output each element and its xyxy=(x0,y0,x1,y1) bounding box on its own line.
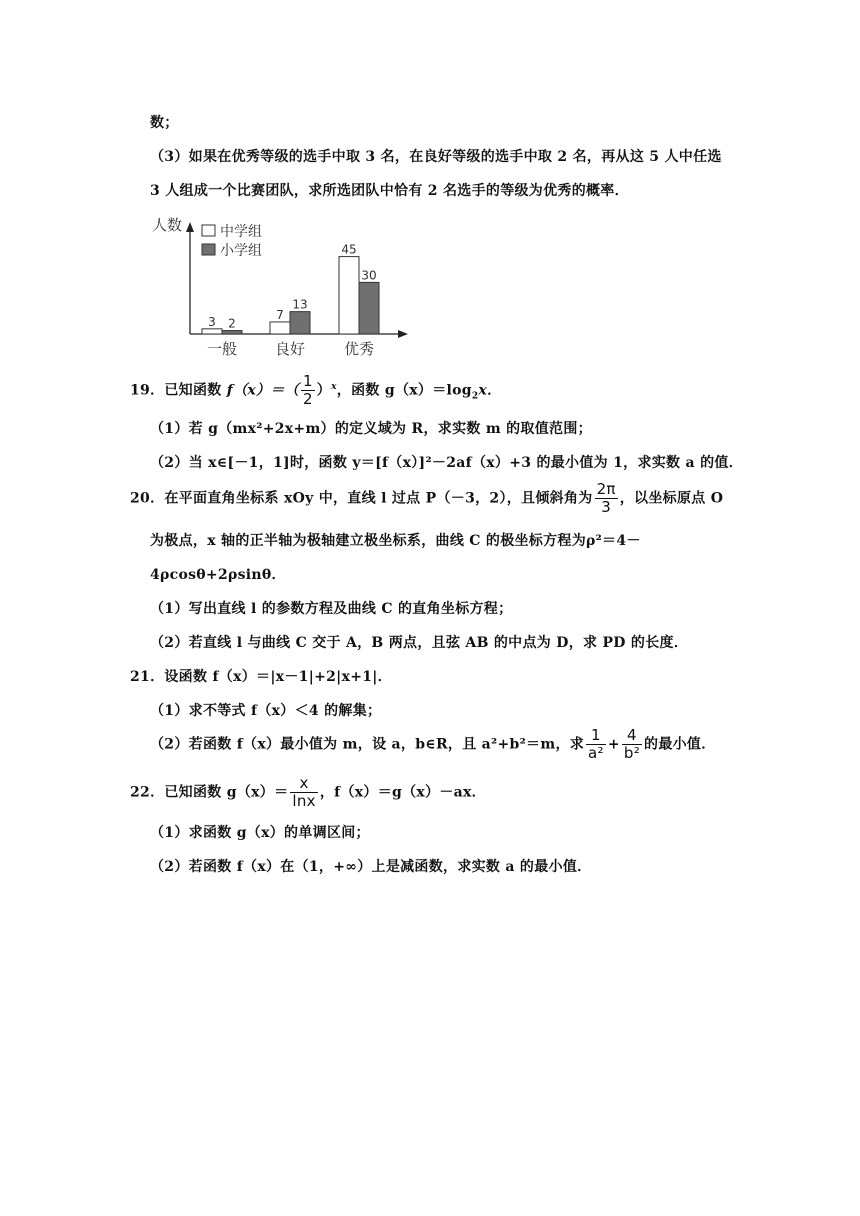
q18-tail-text: 数； xyxy=(150,115,179,131)
q19-part1: （1）若 g（mx²+2x+m）的定义域为 R，求实数 m 的取值范围； xyxy=(150,421,592,437)
bar-2-3 xyxy=(359,282,379,334)
data-label-1-3: 45 xyxy=(341,242,357,257)
q20-frac-den: 3 xyxy=(601,498,612,516)
q21-frac1-num: 1 xyxy=(591,726,601,744)
q21-frac2-num: 4 xyxy=(627,726,637,744)
q21-head: 21．设函数 f（x）＝|x－1|+2|x+1|． xyxy=(130,669,392,685)
q22-part2: （2）若函数 f（x）在（1，+∞）上是减函数，求实数 a 的最小值． xyxy=(150,859,592,875)
legend-swatch-1 xyxy=(202,225,215,236)
q21-fraction-1 xyxy=(586,728,606,761)
q21-part2-b: 的最小值． xyxy=(644,736,716,753)
q20-line1-a: 20．在平面直角坐标系 xOy 中，直线 l 过点 P（－3，2），且倾斜角为 xyxy=(130,490,593,507)
q22-frac-num: x xyxy=(299,774,309,792)
q19-part2: （2）当 x∈[－1，1]时，函数 y＝[f（x）]²－2af（x）+3 的最小值为 1，求实数 a 的值． xyxy=(150,455,743,471)
legend-label-2: 小学组 xyxy=(220,243,262,259)
y-axis-arrow xyxy=(186,222,194,232)
q20-part2: （2）若直线 l 与曲线 C 交于 A，B 两点，且弦 AB 的中点为 D，求 PD 的长度． xyxy=(150,635,689,651)
q22-fraction xyxy=(290,776,317,809)
q21-fraction-2 xyxy=(622,728,642,761)
data-label-1-2: 7 xyxy=(276,307,284,322)
q22-frac-den: lnx xyxy=(292,792,316,810)
bar-chart xyxy=(150,208,420,364)
bar-2-1 xyxy=(222,331,242,334)
q21-frac2-den: b² xyxy=(623,744,641,762)
q19-frac-num: 1 xyxy=(302,372,313,390)
y-axis-label: 人数 xyxy=(152,216,183,234)
q21-part2-a: （2）若函数 f（x）最小值为 m，设 a，b∈R，且 a²+b²＝m，求 xyxy=(150,736,585,753)
q22-head-b: ，f（x）＝g（x）－ax． xyxy=(319,784,486,801)
q19-fraction xyxy=(301,374,315,407)
legend-label-1: 中学组 xyxy=(220,224,262,240)
q22-part1: （1）求函数 g（x）的单调区间； xyxy=(150,825,370,841)
q22-head xyxy=(130,776,486,809)
q20-line2: 为极点，x 轴的正半轴为极轴建立极坐标系，曲线 C 的极坐标方程为ρ²＝4－ xyxy=(150,533,641,549)
q19-head: 19．已知函数 xyxy=(130,382,222,399)
q21-plus: + xyxy=(607,736,620,753)
bar-1-2 xyxy=(270,322,290,334)
q19-statement xyxy=(130,374,501,407)
q20-part1: （1）写出直线 l 的参数方程及曲线 C 的直角坐标方程； xyxy=(150,601,513,617)
x-axis-arrow xyxy=(398,330,408,338)
category-label-1: 一般 xyxy=(206,340,238,358)
q19-log-base: 2 xyxy=(471,391,479,402)
q19-paren: ） xyxy=(316,382,332,399)
q22-head-a: 22．已知函数 g（x）＝ xyxy=(130,784,289,801)
q18-part3-line2: 3 人组成一个比赛团队，求所选团队中恰有 2 名选手的等级为优秀的概率． xyxy=(150,183,629,199)
q18-part3-line1: （3）如果在优秀等级的选手中取 3 名，在良好等级的选手中取 2 名，再从这 5 人中任选 xyxy=(150,149,722,165)
data-label-2-2: 13 xyxy=(292,297,308,312)
bar-2-2 xyxy=(290,312,310,334)
legend-swatch-2 xyxy=(202,244,215,255)
q19-end: x． xyxy=(478,382,502,399)
q20-line3: 4ρcosθ+2ρsinθ． xyxy=(150,567,286,583)
category-label-3: 优秀 xyxy=(343,340,375,358)
q20-line1-b: ，以坐标原点 O xyxy=(619,490,724,507)
q20-fraction xyxy=(595,482,618,515)
data-label-1-1: 3 xyxy=(208,314,216,329)
bar-1-1 xyxy=(202,329,222,334)
data-label-2-3: 30 xyxy=(361,268,377,283)
q21-frac1-den: a² xyxy=(588,744,604,762)
bar-1-3 xyxy=(339,257,359,334)
q21-part2 xyxy=(150,728,716,761)
q19-g-def: ，函数 g（x）＝log xyxy=(336,382,472,399)
category-label-2: 良好 xyxy=(274,340,306,358)
q21-part1: （1）求不等式 f（x）＜4 的解集； xyxy=(150,703,382,719)
q20-line1 xyxy=(130,482,723,515)
q19-frac-den: 2 xyxy=(302,390,313,408)
data-label-2-1: 2 xyxy=(228,316,236,331)
q19-f-def: f（x）＝（ xyxy=(226,382,299,399)
q19-exponent: x xyxy=(331,381,337,392)
q20-frac-num: 2π xyxy=(596,480,616,498)
